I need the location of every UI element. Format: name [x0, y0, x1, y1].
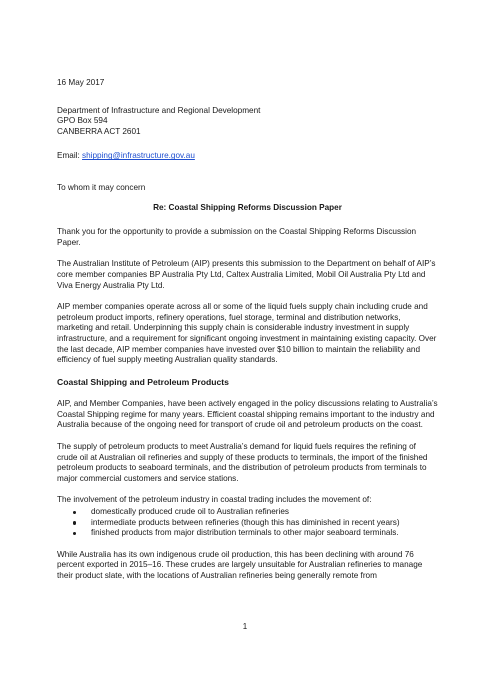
section-heading: Coastal Shipping and Petroleum Products [57, 376, 229, 387]
email-label: Email: [57, 151, 83, 161]
bullet-icon [73, 532, 76, 535]
list-item [73, 507, 438, 518]
body-paragraph: The supply of petroleum products to meet Australia’s demand for liquid fuels requires the refining of crude oil at Australian oil refineries and supply of these products to terminals, the import of the finished petroleum products to seaboard terminals, and the distribution of petroleum products from terminals to major commercial customers and service stations. [57, 442, 428, 483]
subject-line: Re: Coastal Shipping Reforms Discussion Paper [153, 202, 342, 212]
email-line [57, 151, 438, 162]
list-intro: The involvement of the petroleum industry in coastal trading includes the movement of: [57, 495, 372, 505]
body-paragraph: AIP member companies operate across all or some of the liquid fuels supply chain including crude and petroleum product imports, refinery operations, fuel storage, terminal and distribution networks, marketing and retail. Underpinning this supply chain is considerable industry investment in supply infrastructure, and a requirement for significant ongoing investment in maintaining existing capacity. Over the last decade, AIP member companies have invested over $10 billion to maintain the reliability and efficiency of fuel supply meeting Australian quality standards. [57, 302, 437, 365]
list-item-text: domestically produced crude oil to Australian refineries [91, 507, 289, 517]
email-link[interactable]: shipping@infrastructure.gov.au [82, 151, 195, 161]
page-number: 1 [242, 622, 248, 631]
body-paragraph: Thank you for the opportunity to provide a submission on the Coastal Shipping Reforms Discussion Paper. [57, 227, 417, 247]
list-item [73, 518, 438, 529]
address-line: CANBERRA ACT 2601 [57, 126, 141, 136]
letter-date: 16 May 2017 [57, 78, 105, 87]
address-line: GPO Box 594 [57, 116, 108, 126]
body-paragraph: While Australia has its own indigenous crude oil production, this has been declining with around 76 percent exported in 2015–16. These crudes are largely unsuitable for Australian refineries to manage their product slate, with the locations of Australian refineries being generally remote from [57, 549, 423, 580]
list-item [73, 528, 438, 539]
address-line: Department of Infrastructure and Regional Development [57, 105, 261, 115]
bullet-icon [73, 521, 76, 524]
body-paragraph: The Australian Institute of Petroleum (AIP) presents this submission to the Department on behalf of AIP’s core member companies BP Australia Pty Ltd, Caltex Australia Limited, Mobil Oil Australia Pty Ltd and Viva Energy Australia Pty Ltd. [57, 259, 436, 290]
recipient-address [57, 106, 438, 138]
bullet-list [57, 507, 438, 539]
bullet-icon [73, 511, 76, 514]
body-paragraph: AIP, and Member Companies, have been actively engaged in the policy discussions relating to Australia’s Coastal Shipping regime for many years. Efficient coastal shipping remains important to the industry and Australia because of the ongoing need for transport of crude oil and petroleum products on the coast. [57, 399, 438, 430]
list-item-text: finished products from major distribution terminals to other major seaboard terminals. [91, 528, 399, 538]
list-item-text: intermediate products between refineries (though this has diminished in recent years) [91, 517, 400, 527]
salutation: To whom it may concern [57, 182, 146, 192]
